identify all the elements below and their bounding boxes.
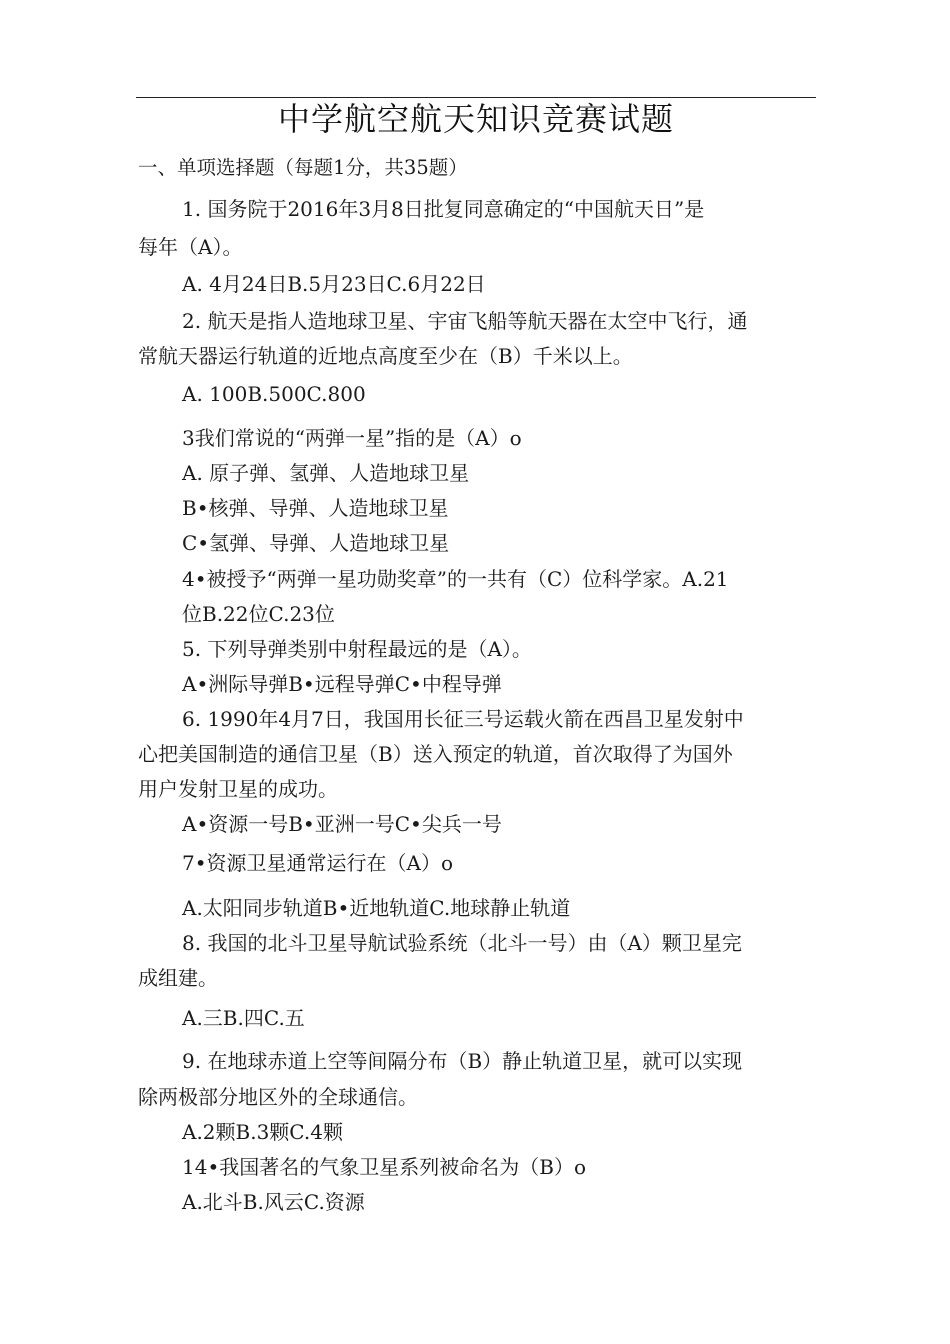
answer-options: A. 100B.500C.800 <box>182 382 366 406</box>
question-text: 心把美国制造的通信卫星（B）送入预定的轨道，首次取得了为国外 <box>138 742 733 766</box>
question-text: 除两极部分地区外的全球通信。 <box>138 1085 418 1109</box>
question-text: 3我们常说的“两弹一星”指的是（A）o <box>182 426 522 450</box>
question-text: 2. 航天是指人造地球卫星、宇宙飞船等航天器在太空中飞行，通 <box>182 309 748 333</box>
answer-options: A.三B.四C.五 <box>182 1006 305 1030</box>
question-text: 常航天器运行轨道的近地点高度至少在（B）千米以上。 <box>138 344 633 368</box>
answer-options: A•洲际导弹B•远程导弹C•中程导弹 <box>182 672 502 696</box>
answer-option: B•核弹、导弹、人造地球卫星 <box>182 496 449 520</box>
answer-options: A.北斗B.风云C.资源 <box>182 1190 365 1214</box>
answer-options: A.2颗B.3颗C.4颗 <box>182 1120 343 1144</box>
question-text: 8. 我国的北斗卫星导航试验系统（北斗一号）由（A）颗卫星完 <box>182 931 742 955</box>
question-text: 14•我国著名的气象卫星系列被命名为（B）o <box>182 1155 586 1179</box>
answer-option: A. 原子弹、氢弹、人造地球卫星 <box>182 461 470 485</box>
question-text: 7•资源卫星通常运行在（A）o <box>182 851 454 875</box>
question-text: 用户发射卫星的成功。 <box>138 777 338 801</box>
question-text: 5. 下列导弹类别中射程最远的是（A）。 <box>182 637 532 661</box>
answer-options: A. 4月24日B.5月23日C.6月22日 <box>182 272 486 296</box>
question-text: 9. 在地球赤道上空等间隔分布（B）静止轨道卫星，就可以实现 <box>182 1049 743 1073</box>
section-heading: 一、单项选择题（每题1分，共35题） <box>138 156 468 179</box>
page-title: 中学航空航天知识竞赛试题 <box>277 100 674 138</box>
answer-options: A•资源一号B•亚洲一号C•尖兵一号 <box>182 812 502 836</box>
question-text: 成组建。 <box>138 966 218 990</box>
answer-options: A.太阳同步轨道B•近地轨道C.地球静止轨道 <box>182 896 571 920</box>
answer-option: C•氢弹、导弹、人造地球卫星 <box>182 531 450 555</box>
question-text: 1. 国务院于2016年3月8日批复同意确定的“中国航天日”是 <box>182 197 705 221</box>
question-text: 4•被授予“两弹一星功勋奖章”的一共有（C）位科学家。A.21 <box>182 567 729 591</box>
question-text: 6. 1990年4月7日，我国用长征三号运载火箭在西昌卫星发射中 <box>182 707 744 731</box>
question-text: 位B.22位C.23位 <box>182 602 335 626</box>
question-text: 每年（A）。 <box>138 235 243 259</box>
